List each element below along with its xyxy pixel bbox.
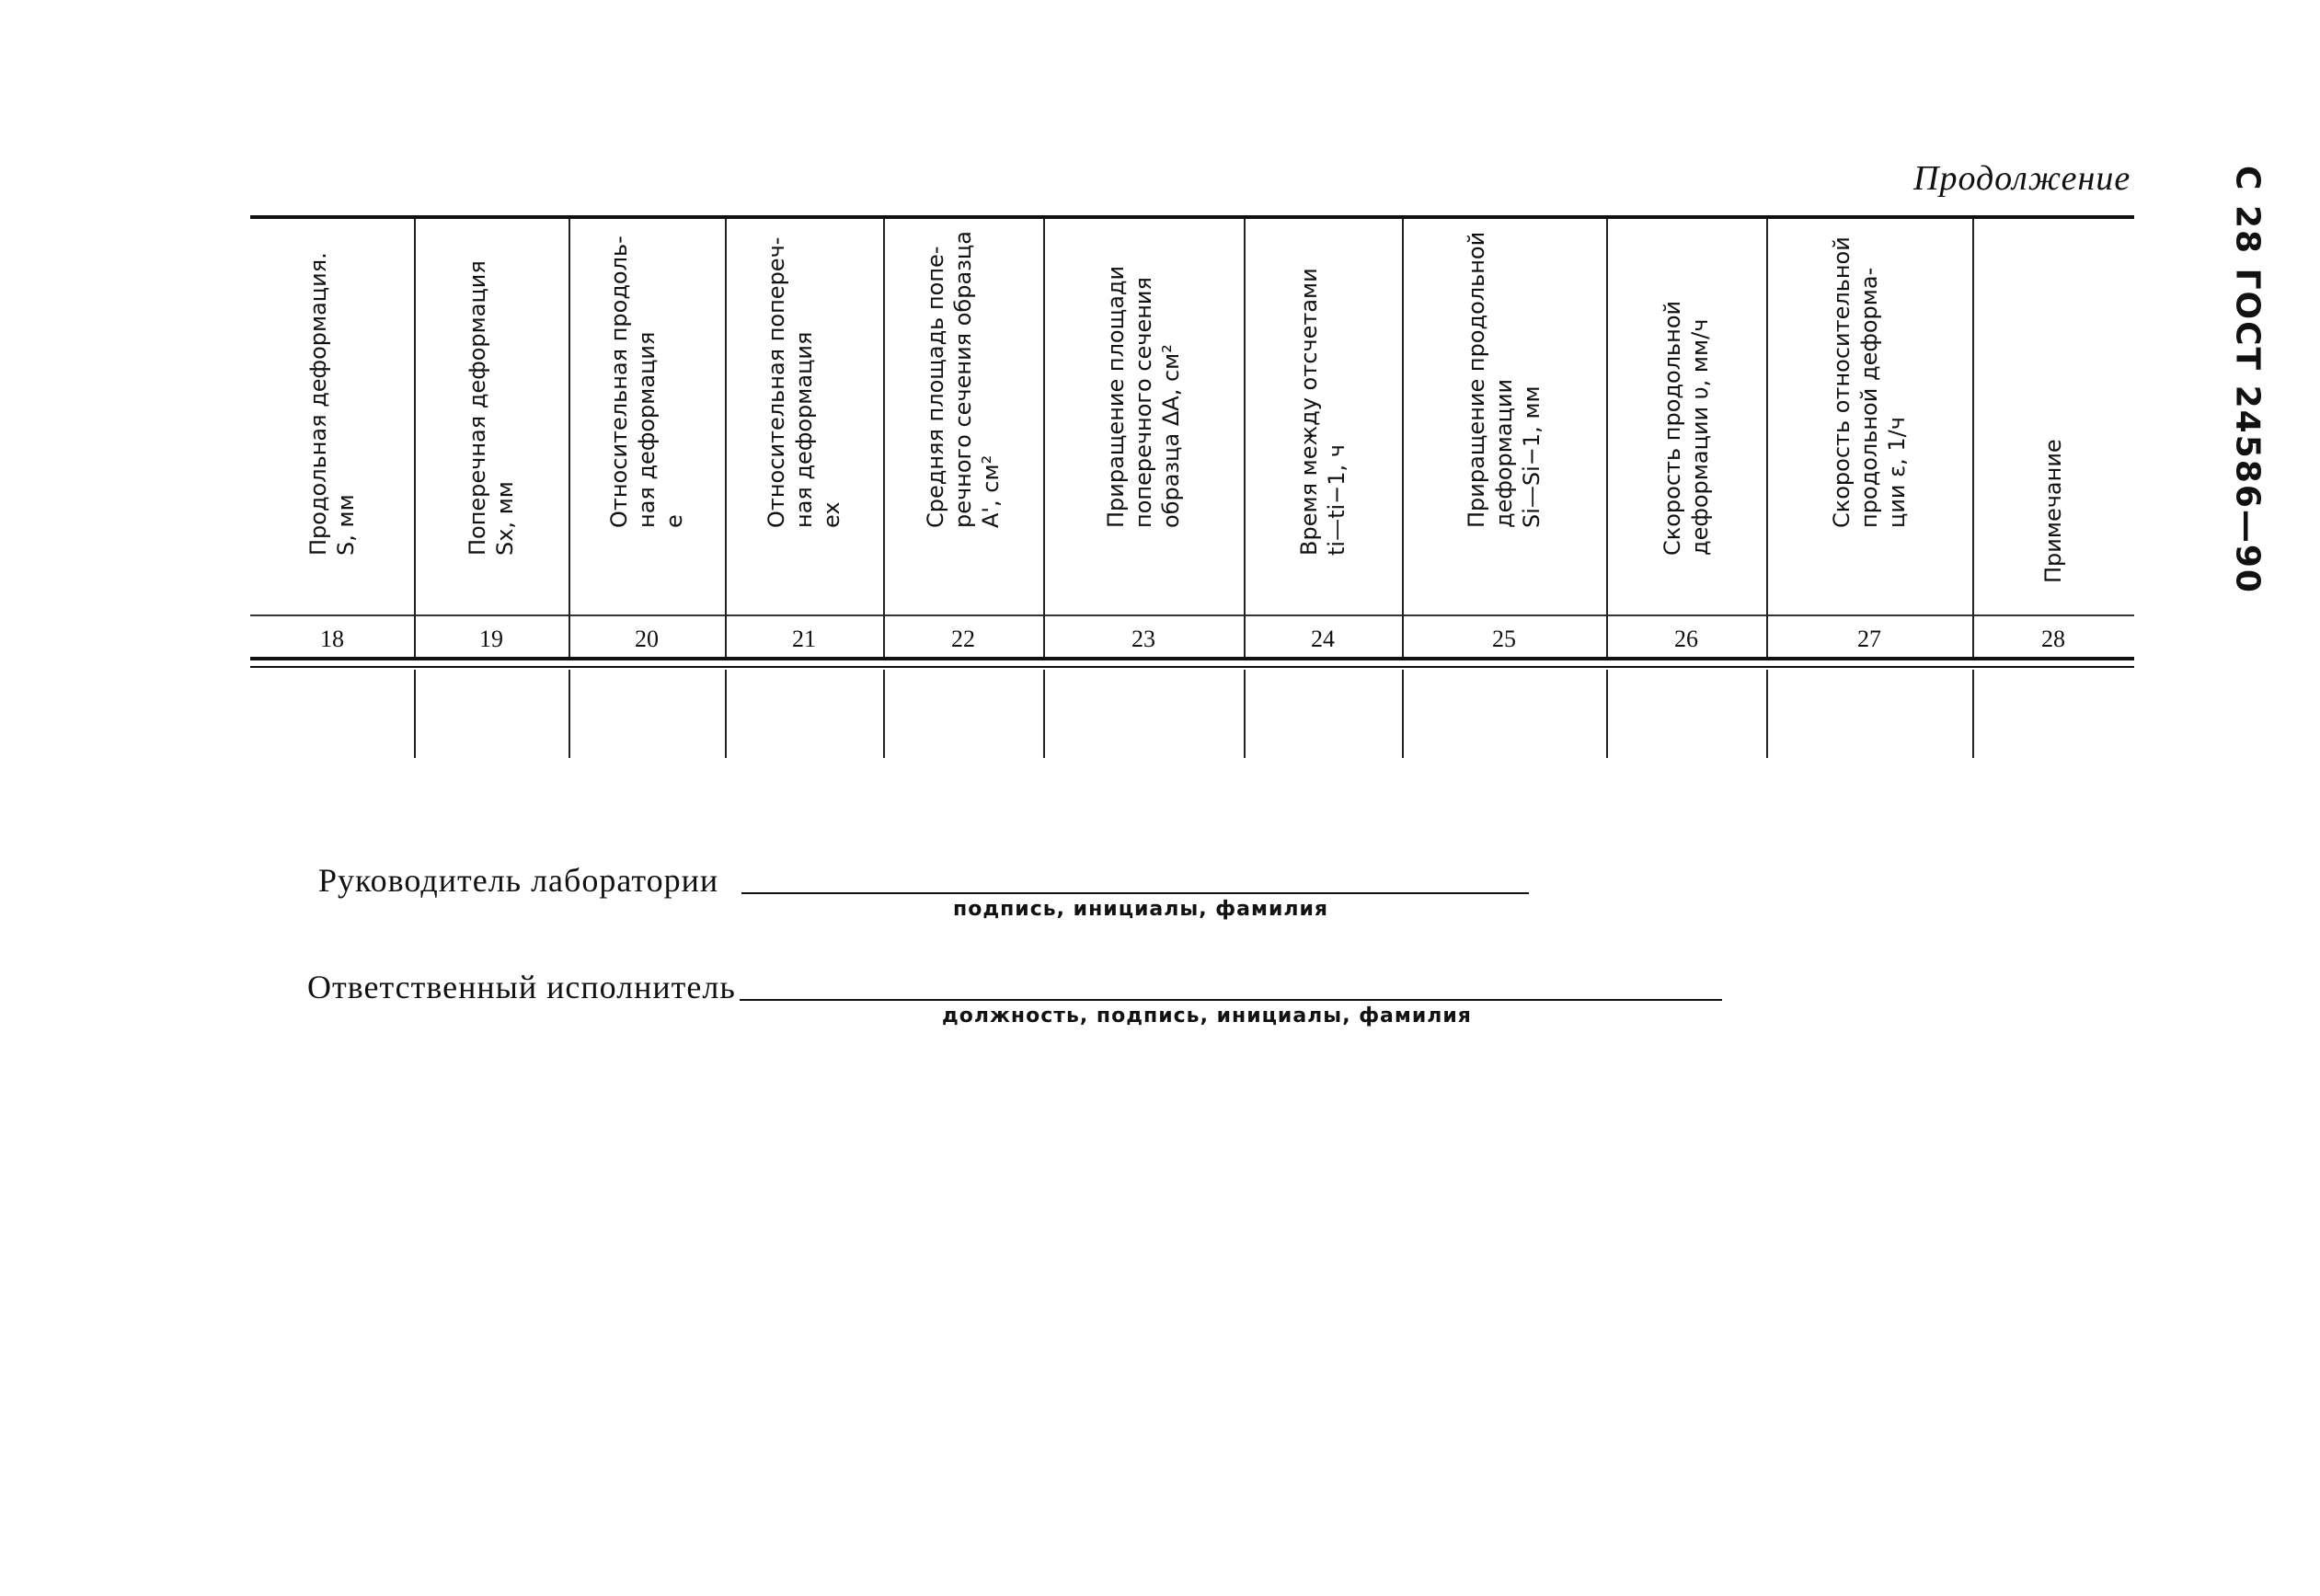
column-header-text: Относительная попереч- ная деформация ex bbox=[764, 236, 844, 528]
column-separator bbox=[883, 670, 885, 758]
column-header-19 bbox=[414, 224, 569, 611]
column-separator bbox=[1606, 670, 1608, 758]
column-header-21 bbox=[725, 224, 883, 611]
lab-head-label: Руководитель лаборатории bbox=[318, 862, 719, 899]
executor-signature-line bbox=[740, 999, 1722, 1001]
column-header-text: Поперечная деформация Sx, мм bbox=[465, 260, 518, 556]
column-number: 27 bbox=[1857, 626, 1881, 652]
column-header-18 bbox=[250, 224, 414, 611]
column-separator bbox=[725, 670, 727, 758]
column-number: 21 bbox=[792, 626, 816, 652]
column-number: 22 bbox=[951, 626, 975, 652]
table-header-rule bbox=[250, 614, 2134, 616]
column-header-text: Приращение продольной деформации Si—Si−1, мм bbox=[1464, 231, 1545, 528]
column-header-23 bbox=[1043, 224, 1244, 611]
table-double-rule-lower bbox=[250, 666, 2134, 668]
column-header-25 bbox=[1402, 224, 1606, 611]
column-header-28 bbox=[1972, 224, 2134, 611]
column-header-22 bbox=[883, 224, 1043, 611]
column-header-24 bbox=[1244, 224, 1402, 611]
column-header-text: Время между отсчетами ti—ti−1, ч bbox=[1296, 268, 1350, 556]
column-header-27 bbox=[1766, 224, 1972, 611]
column-separator bbox=[569, 670, 570, 758]
column-separator bbox=[1766, 670, 1768, 758]
column-number: 24 bbox=[1311, 626, 1335, 652]
column-separator bbox=[1043, 670, 1045, 758]
executor-label: Ответственный исполнитель bbox=[307, 969, 736, 1005]
column-separator bbox=[414, 670, 416, 758]
column-header-text: Скорость относительной продольной деформа- ции ε, 1/ч bbox=[1829, 236, 1910, 528]
column-number: 25 bbox=[1492, 626, 1516, 652]
column-header-text: Продольная деформация. S, мм bbox=[305, 252, 359, 556]
column-number: 18 bbox=[320, 626, 344, 652]
column-number: 28 bbox=[2041, 626, 2065, 652]
column-header-20 bbox=[569, 224, 725, 611]
page-header-text: С 28 ГОСТ 24586—90 bbox=[2228, 166, 2267, 594]
column-separator bbox=[1402, 670, 1404, 758]
column-header-text: Примечание bbox=[2040, 439, 2066, 583]
column-separator bbox=[1244, 670, 1246, 758]
executor-caption: должность, подпись, инициалы, фамилия bbox=[942, 1005, 1472, 1028]
continuation-label: Продолжение bbox=[1913, 159, 2131, 198]
column-header-text: Скорость продольной деформации υ, мм/ч bbox=[1660, 300, 1713, 556]
lab-head-signature-line bbox=[741, 892, 1529, 894]
column-number: 19 bbox=[479, 626, 503, 652]
column-header-text: Средняя площадь попе- речного сечения образца A', см² bbox=[923, 231, 1004, 528]
table-double-rule-upper bbox=[250, 657, 2134, 660]
column-header-text: Относительная продоль- ная деформация e bbox=[606, 235, 687, 528]
column-number: 23 bbox=[1131, 626, 1155, 652]
column-number: 26 bbox=[1674, 626, 1698, 652]
column-separator bbox=[1972, 670, 1974, 758]
page-header bbox=[2226, 166, 2268, 594]
column-header-26 bbox=[1606, 224, 1766, 611]
lab-head-caption: подпись, инициалы, фамилия bbox=[953, 898, 1329, 921]
column-number: 20 bbox=[635, 626, 659, 652]
data-table bbox=[250, 215, 2134, 767]
column-header-text: Приращение площади поперечного сечения образца ΔA, см² bbox=[1103, 265, 1184, 528]
